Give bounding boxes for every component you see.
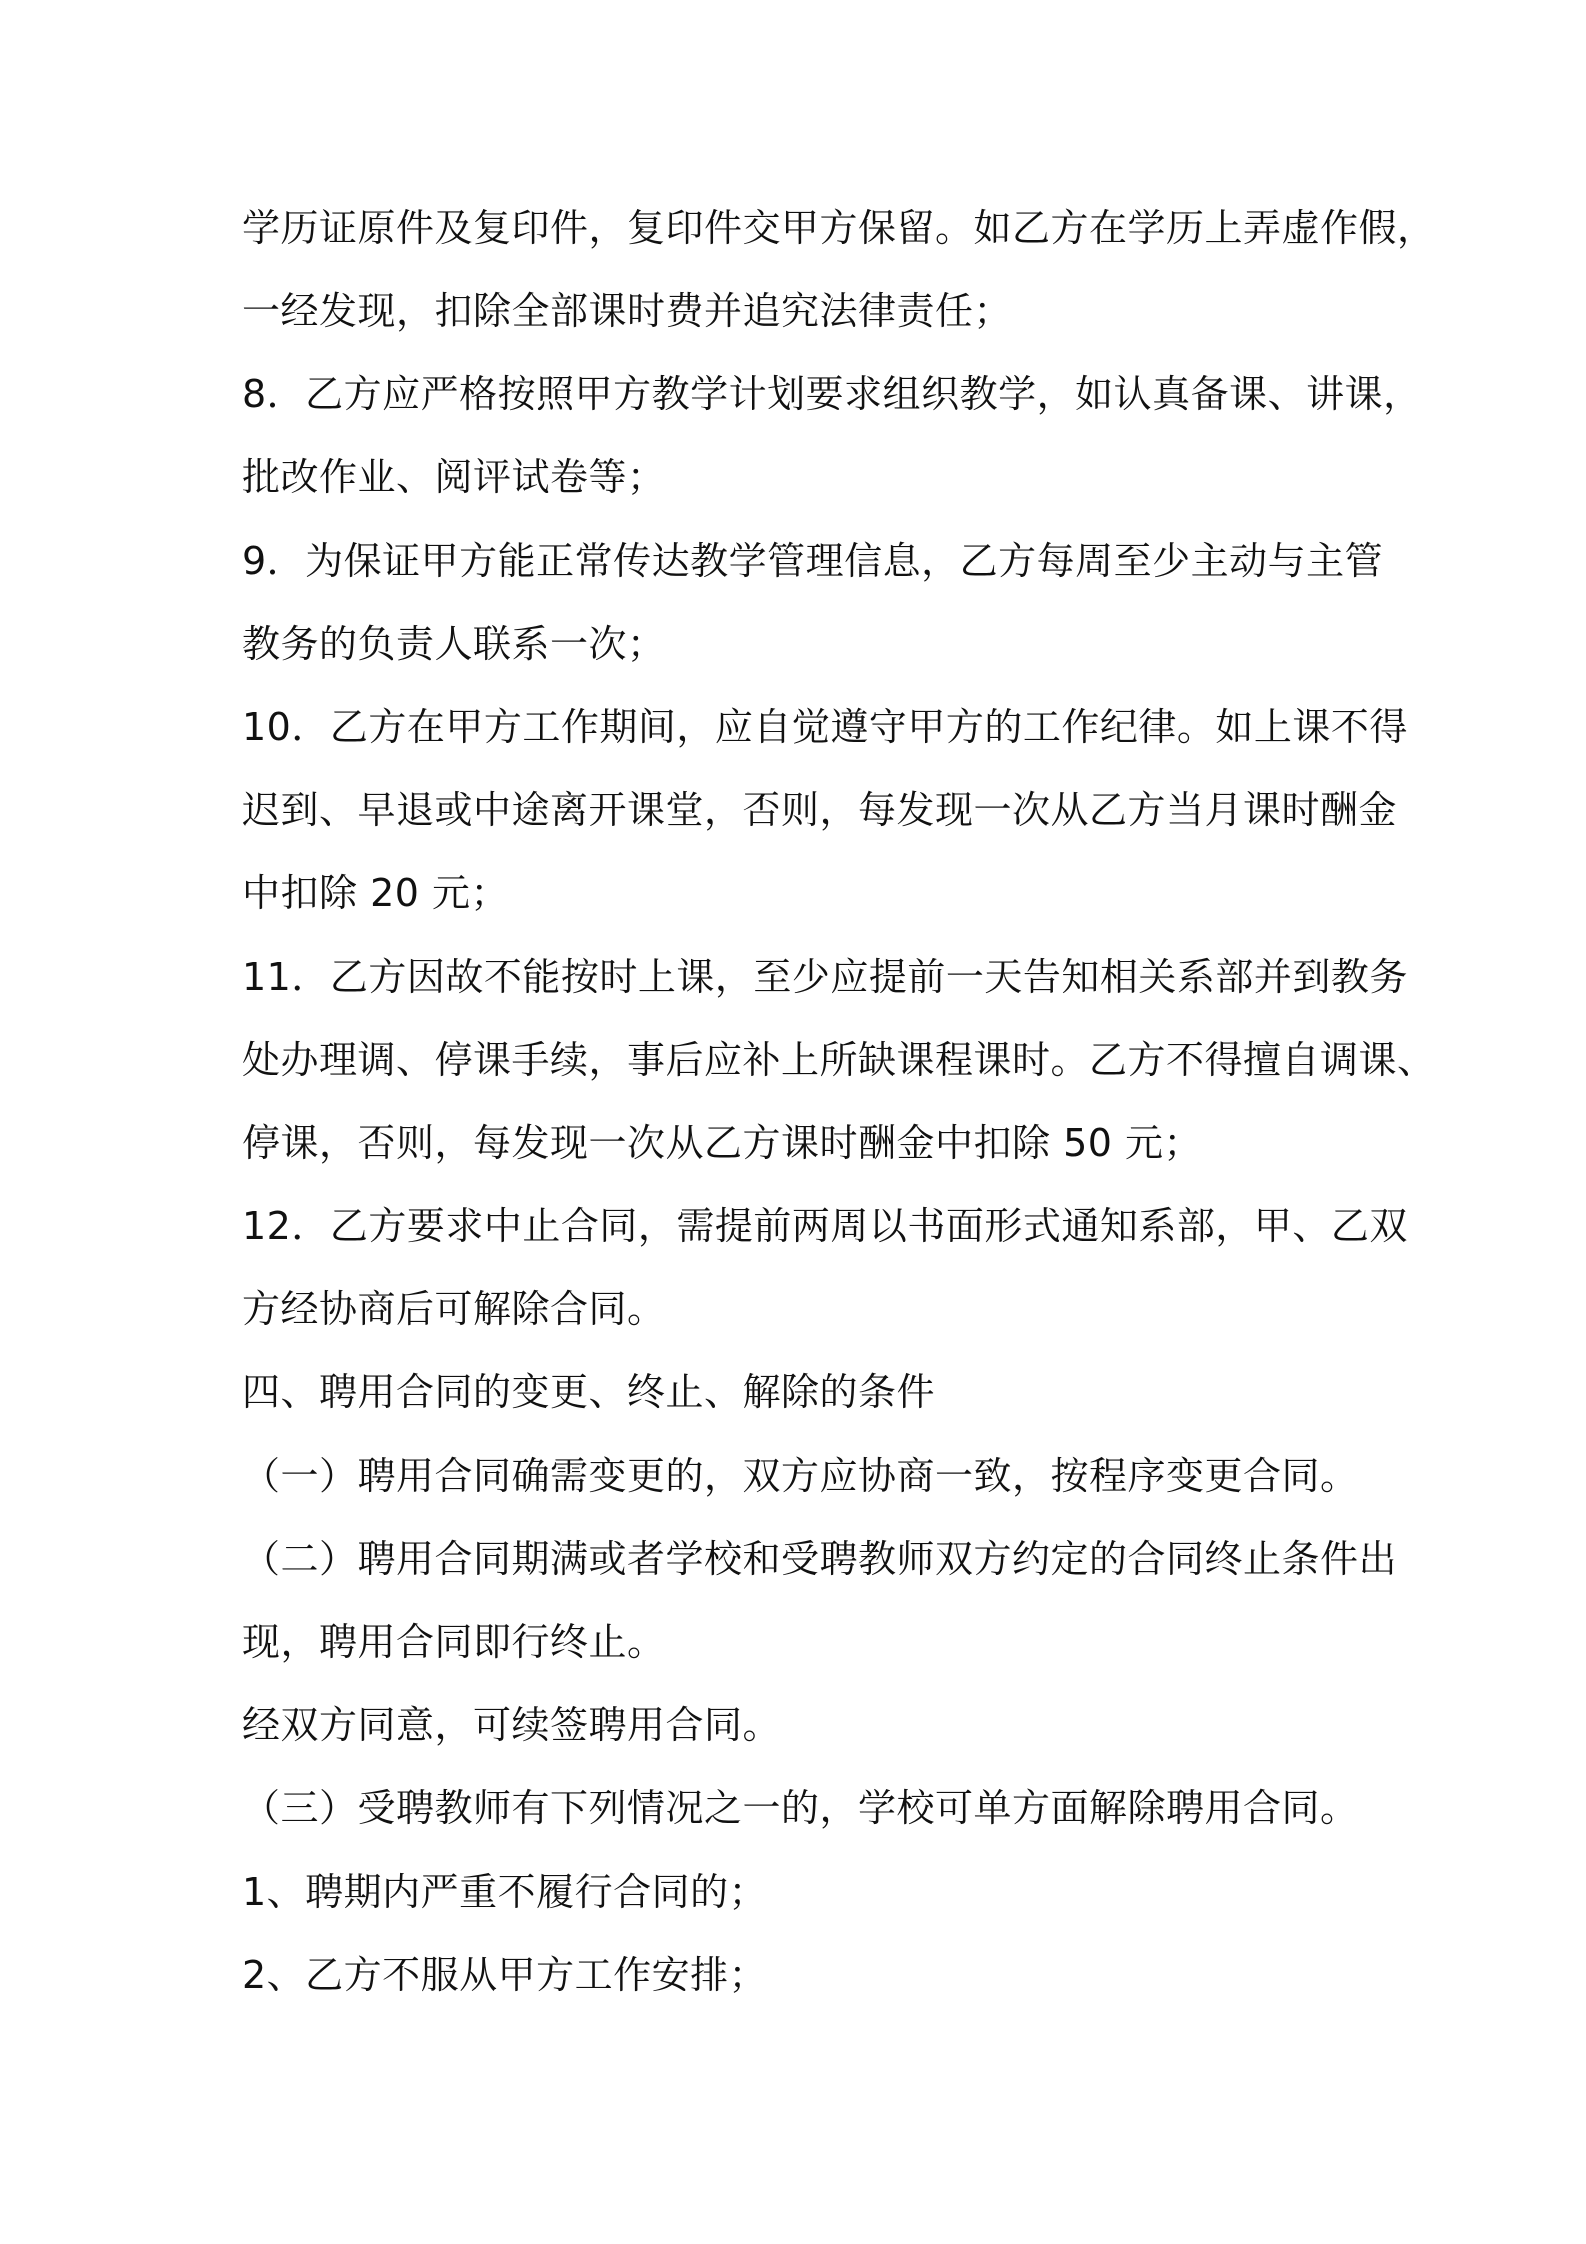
text-line: 迟到、早退或中途离开课堂，否则，每发现一次从乙方当月课时酬金 <box>242 788 1398 832</box>
text-line: 8．乙方应严格按照甲方教学计划要求组织教学，如认真备课、讲课， <box>242 372 1422 416</box>
text-line: 批改作业、阅评试卷等； <box>242 455 666 499</box>
text-line: 停课，否则，每发现一次从乙方课时酬金中扣除 50 元； <box>242 1121 1203 1165</box>
text-line: 1、聘期内严重不履行合同的； <box>242 1870 768 1914</box>
text-line: 11．乙方因故不能按时上课，至少应提前一天告知相关系部并到教务 <box>242 955 1408 999</box>
text-line: （二）聘用合同期满或者学校和受聘教师双方约定的合同终止条件出 <box>242 1537 1398 1581</box>
text-line: 中扣除 20 元； <box>242 871 510 915</box>
text-line: 学历证原件及复印件，复印件交甲方保留。如乙方在学历上弄虚作假， <box>242 206 1436 250</box>
text-line: 现，聘用合同即行终止。 <box>242 1620 666 1664</box>
text-line: （一）聘用合同确需变更的，双方应协商一致，按程序变更合同。 <box>242 1454 1359 1498</box>
text-line: 2、乙方不服从甲方工作安排； <box>242 1953 768 1997</box>
section-heading: 四、聘用合同的变更、终止、解除的条件 <box>242 1370 936 1414</box>
text-line: 10．乙方在甲方工作期间，应自觉遵守甲方的工作纪律。如上课不得 <box>242 705 1408 749</box>
text-line: 处办理调、停课手续，事后应补上所缺课程课时。乙方不得擅自调课、 <box>242 1038 1436 1082</box>
text-line: 12．乙方要求中止合同，需提前两周以书面形式通知系部，甲、乙双 <box>242 1204 1408 1248</box>
text-line: 方经协商后可解除合同。 <box>242 1287 666 1331</box>
text-line: 经双方同意，可续签聘用合同。 <box>242 1703 782 1747</box>
text-line: （三）受聘教师有下列情况之一的，学校可单方面解除聘用合同。 <box>242 1786 1359 1830</box>
text-line: 9．为保证甲方能正常传达教学管理信息，乙方每周至少主动与主管 <box>242 539 1384 583</box>
text-line: 一经发现，扣除全部课时费并追究法律责任； <box>242 289 1013 333</box>
text-line: 教务的负责人联系一次； <box>242 622 666 666</box>
